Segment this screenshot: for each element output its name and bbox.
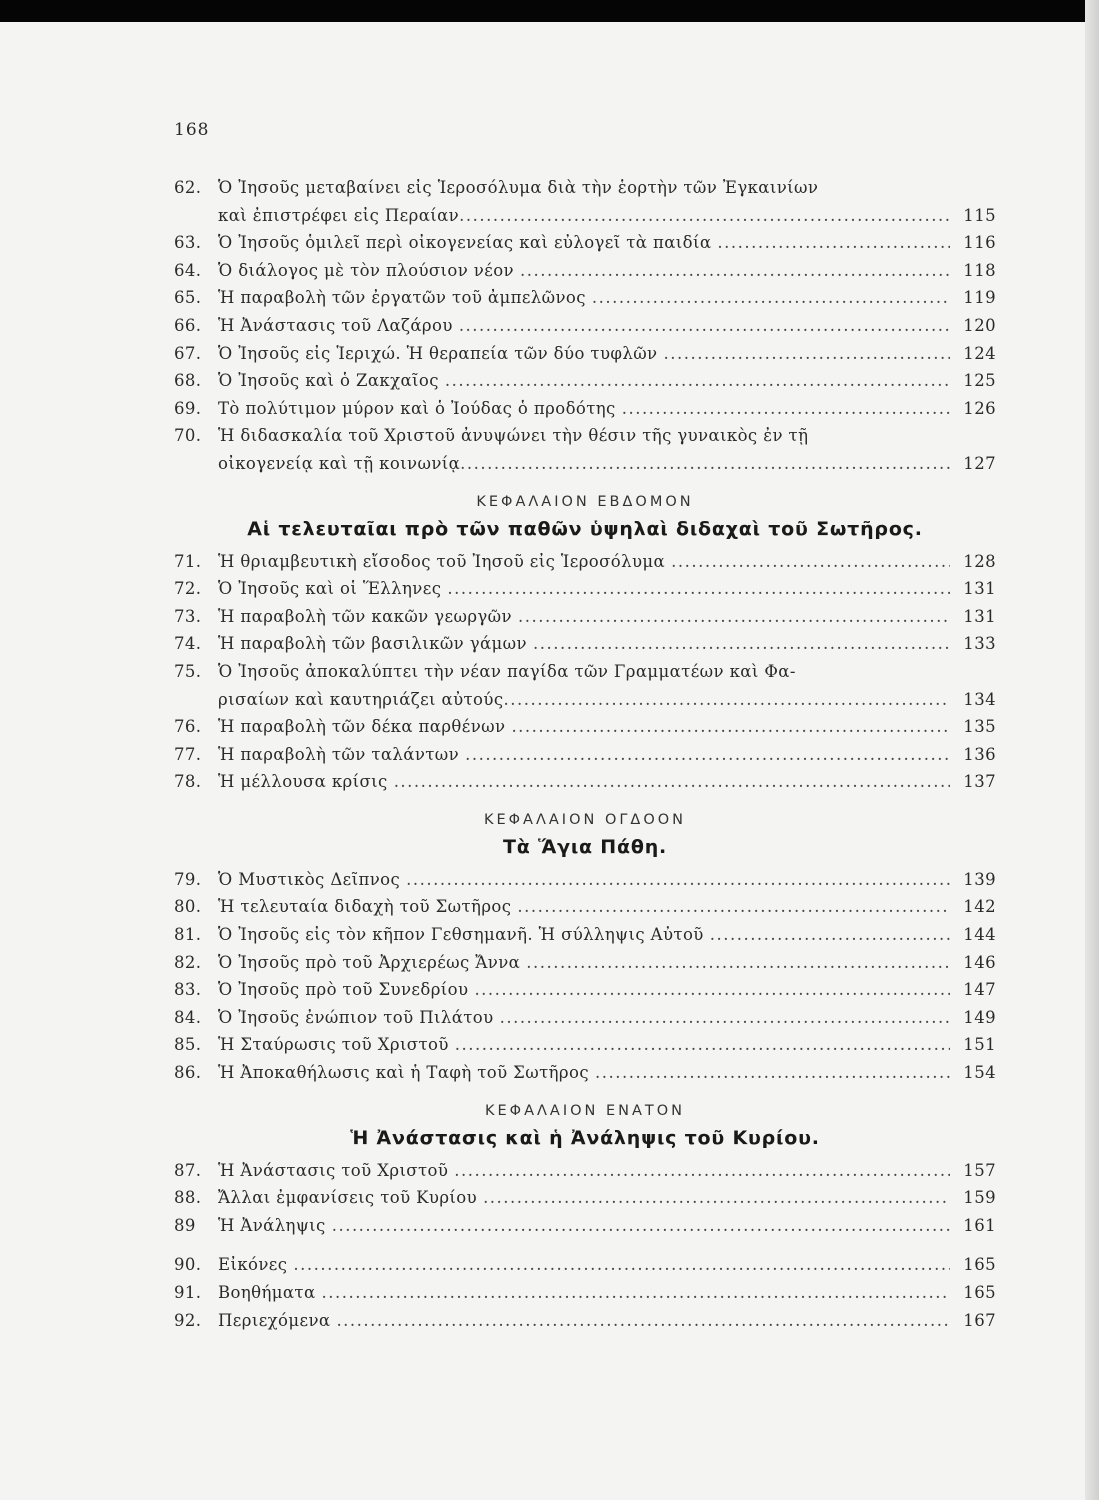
dot-leader (474, 976, 950, 1004)
entry-title: Εἰκόνες (218, 1255, 288, 1275)
entry-page-number: 159 (963, 1188, 996, 1208)
entry-number: 68. (174, 371, 202, 391)
dot-leader (717, 229, 950, 257)
entry-number: 73. (174, 606, 202, 626)
toc-entry (174, 312, 996, 340)
toc-entry (174, 603, 996, 631)
toc-entry (174, 202, 996, 230)
entry-number: 64. (174, 260, 202, 280)
dot-leader (500, 1004, 950, 1032)
dot-leader (394, 768, 950, 796)
entry-number: 83. (174, 980, 202, 1000)
entry-title: Περιεχόμενα (218, 1310, 331, 1330)
toc-entry (174, 340, 996, 368)
entry-number: 62. (174, 178, 202, 197)
entry-page-number: 126 (963, 398, 996, 418)
entry-page-number: 115 (963, 205, 996, 225)
entry-title: Ἡ παραβολὴ τῶν ταλάντων (218, 744, 460, 764)
entry-page-number: 136 (963, 744, 996, 764)
dot-leader (459, 202, 950, 230)
toc-entry (174, 630, 996, 658)
entry-title: Ὁ Μυστικὸς Δεῖπνος (218, 869, 401, 889)
dot-leader (460, 450, 950, 478)
entry-title: Ὁ Ἰησοῦς πρὸ τοῦ Συνεδρίου (218, 980, 469, 1000)
dot-leader (459, 312, 950, 340)
table-of-contents (174, 174, 996, 1334)
entry-page-number: 149 (963, 1007, 996, 1027)
entry-title: Ἡ παραβολὴ τῶν δέκα παρθένων (218, 717, 506, 737)
entry-title: Ἡ Σταύρωσις τοῦ Χριστοῦ (218, 1035, 449, 1055)
entry-number: 92. (174, 1310, 202, 1330)
entry-group-b (174, 548, 996, 796)
toc-entry (174, 422, 996, 450)
entry-page-number: 124 (963, 343, 996, 363)
toc-entry (174, 257, 996, 285)
toc-entry (174, 741, 996, 769)
entry-page-number: 161 (963, 1215, 996, 1235)
chapter-7-title: Αἱ τελευταῖαι πρὸ τῶν παθῶν ὑψηλαὶ διδαχαὶ τοῦ Σωτῆρος. (247, 517, 923, 540)
toc-entry (174, 949, 996, 977)
page-number: 168 (174, 120, 210, 140)
dot-leader (336, 1307, 950, 1335)
entry-number: 74. (174, 634, 202, 654)
entry-title: Ἡ παραβολὴ τῶν βασιλικῶν γάμων (218, 634, 527, 654)
entry-page-number: 154 (963, 1063, 996, 1083)
entry-number: 85. (174, 1035, 202, 1055)
chapter-7-label: ΚΕΦΑΛΑΙΟΝ ΕΒΔΟΜΟΝ (476, 493, 694, 510)
dot-leader (483, 1184, 950, 1212)
toc-entry (174, 1307, 996, 1335)
entry-page-number: 119 (963, 288, 996, 308)
dot-leader (592, 284, 950, 312)
entry-title: Ὁ Ἰησοῦς ἐνώπιον τοῦ Πιλάτου (218, 1007, 494, 1027)
entry-number: 66. (174, 315, 202, 335)
toc-entry (174, 548, 996, 576)
toc-entry (174, 1059, 996, 1087)
toc-entry (174, 1184, 996, 1212)
entry-page-number: 144 (963, 925, 996, 945)
entry-title: Ἡ θριαμβευτικὴ εἴσοδος τοῦ Ἰησοῦ εἰς Ἱεροσόλυμα (218, 551, 666, 571)
toc-entry (174, 395, 996, 423)
toc-entry (174, 713, 996, 741)
toc-entry (174, 174, 996, 202)
entry-page-number: 139 (963, 869, 996, 889)
entry-group-e (174, 1251, 996, 1334)
entry-page-number: 146 (963, 952, 996, 972)
entry-title: Ἡ διδασκαλία τοῦ Χριστοῦ ἀνυψώνει τὴν θέσιν τῆς γυναικὸς ἐν τῇ (218, 426, 809, 446)
entry-group-a (174, 174, 996, 478)
entry-page-number: 142 (963, 897, 996, 917)
toc-entry (174, 976, 996, 1004)
toc-entry (174, 658, 996, 686)
dot-leader (671, 548, 950, 576)
entry-page-number: 116 (963, 233, 996, 253)
entry-title: Ἡ Ἀποκαθήλωσις καὶ ἡ Ταφὴ τοῦ Σωτῆρος (218, 1063, 589, 1083)
dot-leader (293, 1251, 950, 1279)
entry-number: 70. (174, 426, 202, 446)
entry-title: Ἡ παραβολὴ τῶν ἐργατῶν τοῦ ἀμπελῶνος (218, 288, 586, 308)
entry-title: ρισαίων καὶ καυτηριάζει αὐτούς (218, 689, 504, 709)
entry-number: 81. (174, 925, 202, 945)
entry-number: 82. (174, 952, 202, 972)
dot-leader (465, 741, 950, 769)
dot-leader (663, 340, 950, 368)
dot-leader (454, 1157, 950, 1185)
toc-entry (174, 768, 996, 796)
chapter-9-label: ΚΕΦΑΛΑΙΟΝ ΕΝΑΤΟΝ (484, 1102, 686, 1119)
entry-title: Ἡ Ἀνάστασις τοῦ Χριστοῦ (218, 1160, 449, 1180)
entry-number: 88. (174, 1188, 202, 1208)
entry-title: Τὸ πολύτιμον μύρον καὶ ὁ Ἰούδας ὁ προδότης (218, 398, 616, 418)
entry-number: 63. (174, 233, 202, 253)
entry-page-number: 151 (963, 1035, 996, 1055)
dot-leader (710, 921, 950, 949)
entry-number: 86. (174, 1063, 202, 1083)
entry-page-number: 147 (963, 980, 996, 1000)
entry-title: Ἡ μέλλουσα κρίσις (218, 772, 388, 792)
entry-number: 76. (174, 717, 202, 737)
entry-title: Ἄλλαι ἐμφανίσεις τοῦ Κυρίου (218, 1188, 478, 1208)
entry-page-number: 134 (963, 689, 996, 709)
entry-number: 89 (174, 1215, 196, 1235)
entry-page-number: 120 (963, 315, 996, 335)
toc-entry (174, 686, 996, 714)
entry-page-number: 157 (963, 1160, 996, 1180)
dot-leader (503, 686, 950, 714)
dot-leader (622, 395, 950, 423)
entry-title: Ἡ Ἀνάληψις (218, 1215, 326, 1235)
toc-entry (174, 1157, 996, 1185)
toc-entry (174, 1212, 996, 1240)
entry-title: καὶ ἐπιστρέφει εἰς Περαίαν (218, 205, 460, 225)
chapter-8-label: ΚΕΦΑΛΑΙΟΝ ΟΓΔΟΟΝ (483, 811, 687, 828)
toc-entry (174, 284, 996, 312)
entry-title: οἰκογενείᾳ καὶ τῇ κοινωνίᾳ (218, 453, 461, 473)
entry-title: Ὁ Ἰησοῦς καὶ οἱ Ἕλληνες (218, 579, 442, 599)
entry-title: Ὁ Ἰησοῦς εἰς τὸν κῆπον Γεθσημανῆ. Ἡ σύλληψις Αὐτοῦ (218, 925, 704, 945)
entry-number: 78. (174, 772, 202, 792)
entry-page-number: 133 (963, 634, 996, 654)
entry-title: Ὁ Ἰησοῦς καὶ ὁ Ζακχαῖος (218, 371, 439, 391)
entry-page-number: 128 (963, 551, 996, 571)
dot-leader (332, 1212, 950, 1240)
entry-number: 90. (174, 1255, 202, 1275)
dot-leader (455, 1031, 950, 1059)
entry-number: 75. (174, 661, 202, 681)
dot-leader (445, 367, 950, 395)
entry-title: Ὁ Ἰησοῦς πρὸ τοῦ Ἀρχιερέως Ἄννα (218, 952, 521, 972)
entry-title: Ὁ Ἰησοῦς ὁμιλεῖ περὶ οἰκογενείας καὶ εὐλογεῖ τὰ παιδία (218, 233, 712, 253)
entry-number: 87. (174, 1160, 202, 1180)
entry-page-number: 165 (963, 1255, 996, 1275)
entry-number: 71. (174, 551, 202, 571)
chapter-8-title: Τὰ Ἅγια Πάθη. (502, 835, 668, 858)
entry-title: Ἡ Ἀνάστασις τοῦ Λαζάρου (218, 315, 453, 335)
toc-entry (174, 367, 996, 395)
toc-entry (174, 921, 996, 949)
entry-page-number: 167 (963, 1310, 996, 1330)
scan-right-edge (1085, 0, 1099, 1500)
toc-entry (174, 1004, 996, 1032)
entry-page-number: 127 (963, 453, 996, 473)
entry-number: 72. (174, 579, 202, 599)
entry-title: Ὁ διάλογος μὲ τὸν πλούσιον νέον (218, 260, 514, 280)
entry-number: 77. (174, 744, 202, 764)
dot-leader (511, 713, 950, 741)
dot-leader (518, 603, 950, 631)
entry-title: Ἡ τελευταία διδαχὴ τοῦ Σωτῆρος (218, 897, 512, 917)
toc-entry (174, 229, 996, 257)
chapter-9-title: Ἡ Ἀνάστασις καὶ ἡ Ἀνάληψις τοῦ Κυρίου. (350, 1126, 820, 1149)
entry-number: 69. (174, 398, 202, 418)
entry-page-number: 118 (963, 260, 996, 280)
entry-page-number: 125 (963, 371, 996, 391)
dot-leader (595, 1059, 950, 1087)
entry-page-number: 131 (963, 606, 996, 626)
entry-title: Ὁ Ἰησοῦς ἀποκαλύπτει τὴν νέαν παγίδα τῶν Γραμματέων καὶ Φα- (218, 661, 796, 681)
dot-leader (526, 949, 950, 977)
toc-entry (174, 450, 996, 478)
spacer (174, 1239, 996, 1251)
toc-entry (174, 1031, 996, 1059)
toc-entry (174, 866, 996, 894)
entry-number: 80. (174, 897, 202, 917)
dot-leader (322, 1279, 950, 1307)
toc-entry (174, 575, 996, 603)
dot-leader (520, 257, 950, 285)
entry-page-number: 165 (963, 1283, 996, 1302)
entry-number: 79. (174, 869, 202, 889)
entry-title: Ἡ παραβολὴ τῶν κακῶν γεωργῶν (218, 606, 512, 626)
entry-page-number: 131 (963, 579, 996, 599)
dot-leader (447, 575, 950, 603)
dot-leader (533, 630, 950, 658)
toc-entry (174, 893, 996, 921)
entry-number: 91. (174, 1283, 202, 1302)
entry-page-number: 137 (963, 772, 996, 792)
entry-number: 84. (174, 1007, 202, 1027)
toc-entry (174, 1279, 996, 1307)
entry-title: Ὁ Ἰησοῦς εἰς Ἱεριχώ. Ἡ θεραπεία τῶν δύο τυφλῶν (218, 343, 658, 363)
entry-page-number: 135 (963, 717, 996, 737)
entry-number: 67. (174, 343, 202, 363)
entry-group-d (174, 1157, 996, 1240)
entry-title: Ὁ Ἰησοῦς μεταβαίνει εἰς Ἱεροσόλυμα διὰ τὴν ἑορτὴν τῶν Ἐγκαινίων (218, 178, 819, 197)
dot-leader (406, 866, 950, 894)
entry-number: 65. (174, 288, 202, 308)
toc-entry (174, 1251, 996, 1279)
dot-leader (517, 893, 950, 921)
entry-title: Βοηθήματα (218, 1283, 316, 1302)
entry-group-c (174, 866, 996, 1087)
